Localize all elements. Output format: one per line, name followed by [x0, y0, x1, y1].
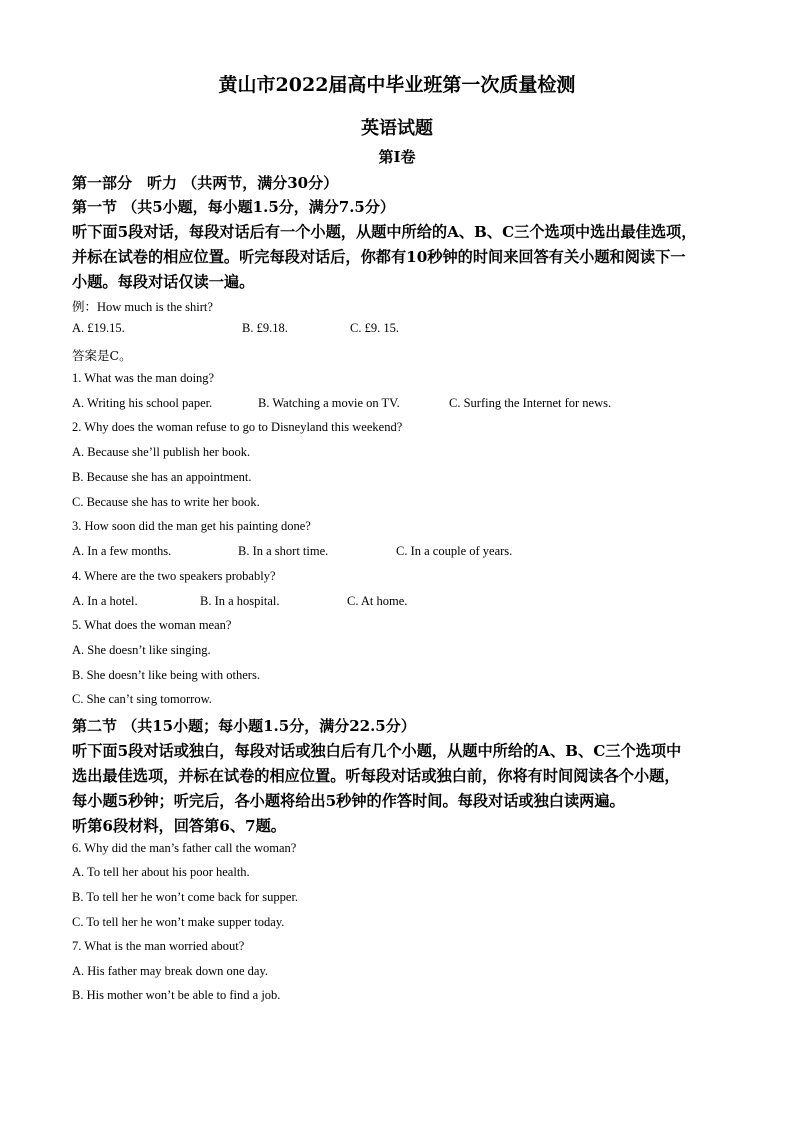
- section1-instruction-line: 小题。每段对话仅读一遍。: [72, 273, 255, 291]
- question-5-stem: 5. What does the woman mean?: [72, 618, 232, 632]
- question-7-option-a: A. His father may break down one day.: [72, 964, 269, 978]
- question-7-option-b: B. His mother won’t be able to find a job.: [72, 988, 281, 1002]
- question-4-option-a: A. In a hotel.: [72, 594, 138, 608]
- example-option-b: B. £9.18.: [242, 321, 288, 335]
- question-1-stem: 1. What was the man doing?: [72, 371, 215, 385]
- section2-instruction-line: 选出最佳选项，并标在试卷的相应位置。听每段对话或独白前，你将有时间阅读各个小题，: [72, 767, 680, 785]
- question-2-stem: 2. Why does the woman refuse to go to Disneyland this weekend?: [72, 420, 403, 434]
- question-1-option-c: C. Surfing the Internet for news.: [449, 396, 612, 410]
- example-option-c: C. £9. 15.: [350, 321, 399, 335]
- question-4-option-c: C. At home.: [347, 594, 408, 608]
- section1-instruction-line: 听下面5段对话，每段对话后有一个小题，从题中所给的A、B、C三个选项中选出最佳选项，: [72, 223, 697, 241]
- example-answer: 答案是C。: [72, 348, 132, 363]
- question-1-option-b: B. Watching a movie on TV.: [258, 396, 400, 410]
- question-3-option-b: B. In a short time.: [238, 544, 329, 558]
- question-6-option-c: C. To tell her he won’t make supper today.: [72, 915, 285, 929]
- subject-title: 英语试题: [361, 118, 433, 139]
- material-6-heading: 听第6段材料，回答第6、7题。: [72, 817, 286, 835]
- question-5-option-b: B. She doesn’t like being with others.: [72, 668, 260, 682]
- question-2-option-a: A. Because she’ll publish her book.: [72, 445, 251, 459]
- question-3-option-c: C. In a couple of years.: [396, 544, 513, 558]
- question-2-option-c: C. Because she has to write her book.: [72, 495, 260, 509]
- volume-title: 第I卷: [378, 148, 416, 166]
- question-6-option-b: B. To tell her he won’t come back for supper.: [72, 890, 299, 904]
- question-5-option-a: A. She doesn’t like singing.: [72, 643, 211, 657]
- question-4-option-b: B. In a hospital.: [200, 594, 280, 608]
- section2-heading: 第二节 （共15小题；每小题1.5分，满分22.5分）: [72, 717, 416, 735]
- section1-instruction-line: 并标在试卷的相应位置。听完每段对话后，你都有10秒钟的时间来回答有关小题和阅读下一: [72, 248, 686, 266]
- question-3-option-a: A. In a few months.: [72, 544, 172, 558]
- section2-instruction-line: 每小题5秒钟；听完后，各小题将给出5秒钟的作答时间。每段对话或独白读两遍。: [72, 792, 625, 810]
- section1-heading: 第一节 （共5小题，每小题1.5分，满分7.5分）: [72, 198, 395, 216]
- example-question: 例：How much is the shirt?: [72, 300, 213, 314]
- section2-instruction-line: 听下面5段对话或独白，每段对话或独白后有几个小题，从题中所给的A、B、C三个选项中: [72, 742, 682, 760]
- part1-heading: 第一部分 听力 （共两节，满分30分）: [72, 174, 339, 192]
- example-option-a: A. £19.15.: [72, 321, 125, 335]
- question-1-option-a: A. Writing his school paper.: [72, 396, 213, 410]
- question-3-stem: 3. How soon did the man get his painting done?: [72, 519, 311, 533]
- question-2-option-b: B. Because she has an appointment.: [72, 470, 252, 484]
- question-7-stem: 7. What is the man worried about?: [72, 939, 245, 953]
- question-6-stem: 6. Why did the man’s father call the woman?: [72, 841, 297, 855]
- question-5-option-c: C. She can’t sing tomorrow.: [72, 692, 212, 706]
- question-4-stem: 4. Where are the two speakers probably?: [72, 569, 276, 583]
- question-6-option-a: A. To tell her about his poor health.: [72, 865, 250, 879]
- exam-title: 黄山市2022届高中毕业班第一次质量检测: [218, 74, 576, 96]
